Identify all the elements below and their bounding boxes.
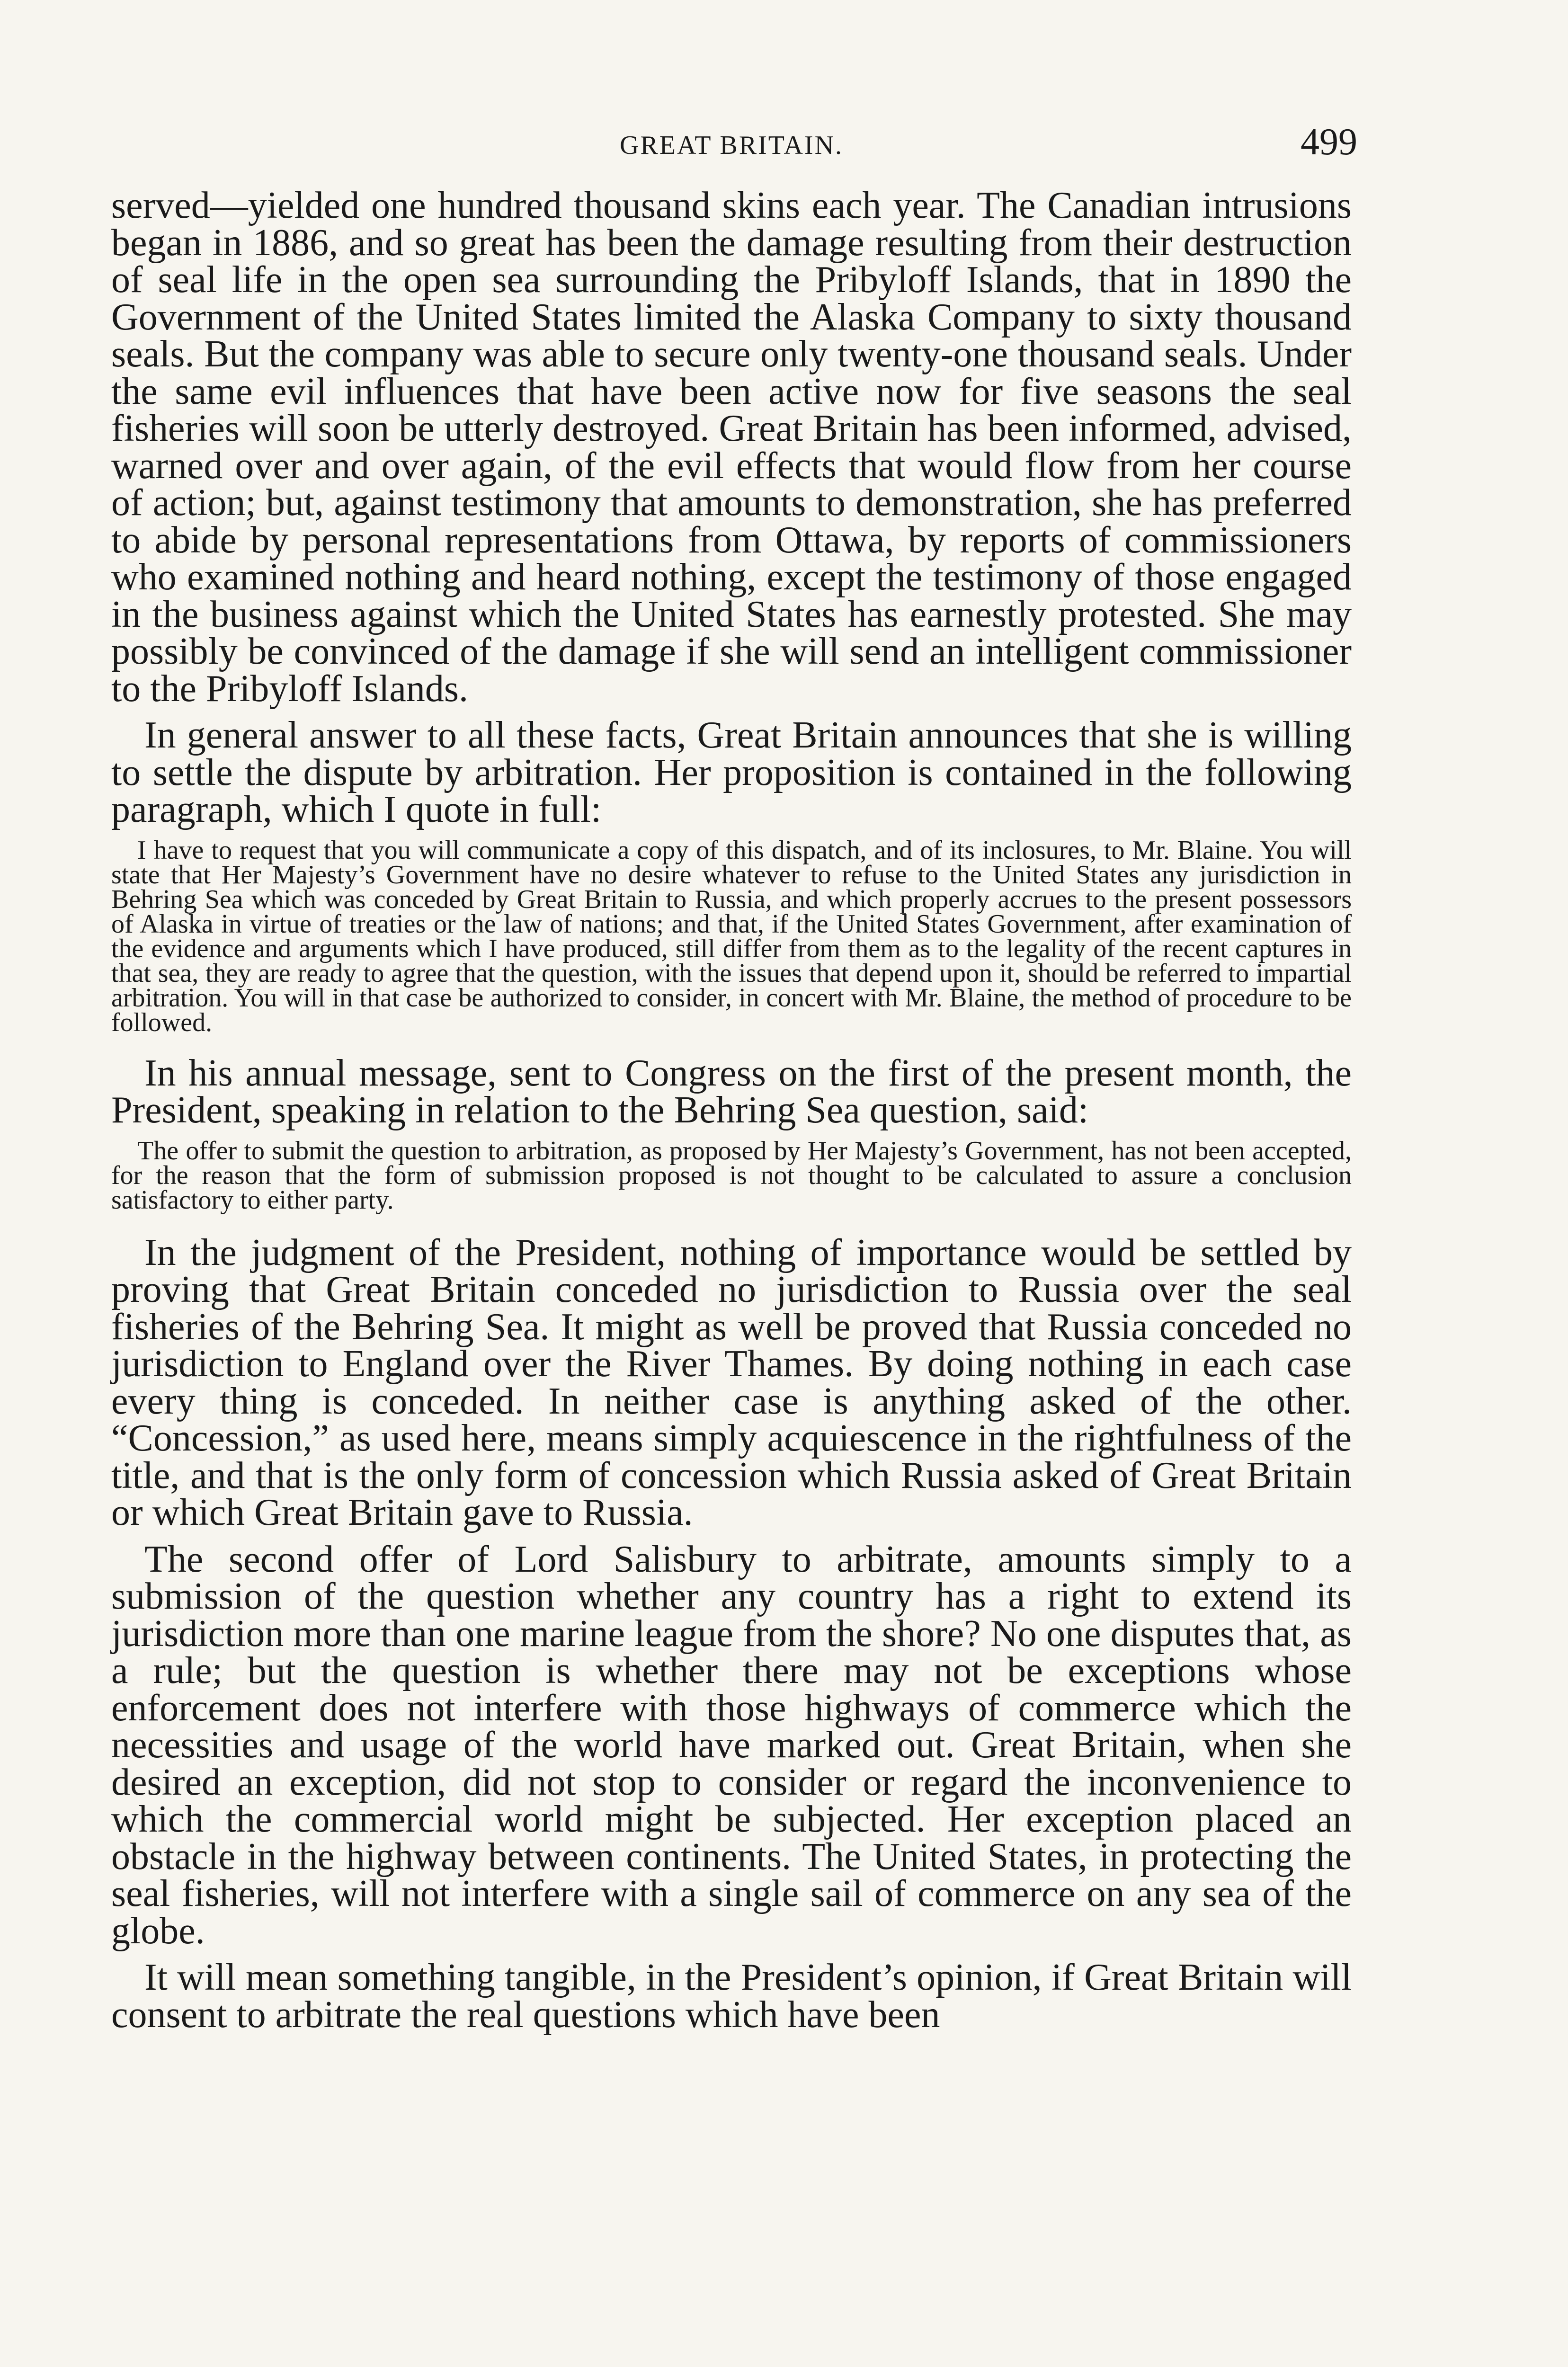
paragraph-4: In the judgment of the President, nothing of importance would be settled by proving that Great Britain conceded no jurisdiction to Russia over the seal fisheries of the Behring Sea. It might as well be proved that Russia conceded no jurisdiction to England over the River Thames. By doing nothing in each case every thing is conceded. In neither case is anything asked of the other. “Concession,” as used here, means simply acquiescence in the rightfulness of the title, and that is the only form of concession which Russia asked of Great Britain or which Great Britain gave to Russia. [111, 1231, 1352, 1533]
paragraph-1: served—yielded one hundred thousand skins each year. The Canadian intrusions began in 1886, and so great has been the damage resulting from their destruction of seal life in the open sea surrounding the Pribyloff Islands, that in 1890 the Government of the United States limited the Alaska Company to sixty thousand seals. But the company was able to secure only twenty-one thousand seals. Under the same evil influences that have been active now for five seasons the seal fisheries will soon be utterly destroyed. Great Britain has been informed, advised, warned over and over again, of the evil effects that would flow from her course of action; but, against testimony that amounts to demonstration, she has preferred to abide by personal representations from Ottawa, by reports of commissioners who examined nothing and heard nothing, except the testimony of those engaged in the business against which the United States has earnestly protested. She may possibly be convinced of the damage if she will send an intelligent commissioner to the Pribyloff Islands. [111, 185, 1352, 710]
paragraph-5: The second offer of Lord Salisbury to arbitrate, amounts simply to a submission of the question whether any country has a right to extend its jurisdiction more than one marine league from the shore? No one disputes that, as a rule; but the question is whether there may not be exceptions whose enforcement does not interfere with those highways of commerce which the necessities and usage of the world have marked out. Great Britain, when she desired an exception, did not stop to consider or regard the inconvenience to which the commercial world might be subjected. Her exception placed an obstacle in the highway between continents. The United States, in protecting the seal fisheries, will not interfere with a single sail of commerce on any sea of the globe. [111, 1538, 1352, 1952]
running-head: GREAT BRITAIN. [619, 131, 844, 160]
block-quote-1: I have to request that you will communicate a copy of this dispatch, and of its inclosures, to Mr. Blaine. You will state that Her Majesty’s Government have no desire whatever to refuse to the United States any jurisdiction in Behring Sea which was conceded by Great Britain to Russia, and which properly accrues to the present possessors of Alaska in virtue of treaties or the law of nations; and that, if the United States Government, after examination of the evidence and arguments which I have produced, still differ from them as to the legality of the recent captures in that sea, they are ready to agree that the question, with the issues that depend upon it, should be referred to impartial arbitration. You will in that case be authorized to consider, in concert with Mr. Blaine, the method of procedure to be followed. [111, 835, 1352, 1037]
block-quote-2: The offer to submit the question to arbitration, as proposed by Her Majesty’s Government, has not been accepted, for the reason that the form of submission proposed is not thought to be calculated to assure a conclusion satisfactory to either party. [111, 1136, 1352, 1215]
paragraph-2: In general answer to all these facts, Great Britain announces that she is willing to settle the dispute by arbitration. Her proposition is contained in the following paragraph, which I quote in full: [111, 714, 1352, 830]
paragraph-6: It will mean something tangible, in the President’s opinion, if Great Britain will consent to arbitrate the real questions which have been [111, 1957, 1352, 2036]
page [111, 116, 1357, 2043]
page-number: 499 [1301, 121, 1357, 163]
page-header [111, 116, 1357, 187]
paragraph-3: In his annual message, sent to Congress on the first of the present month, the President, speaking in relation to the Behring Sea question, said: [111, 1052, 1352, 1131]
